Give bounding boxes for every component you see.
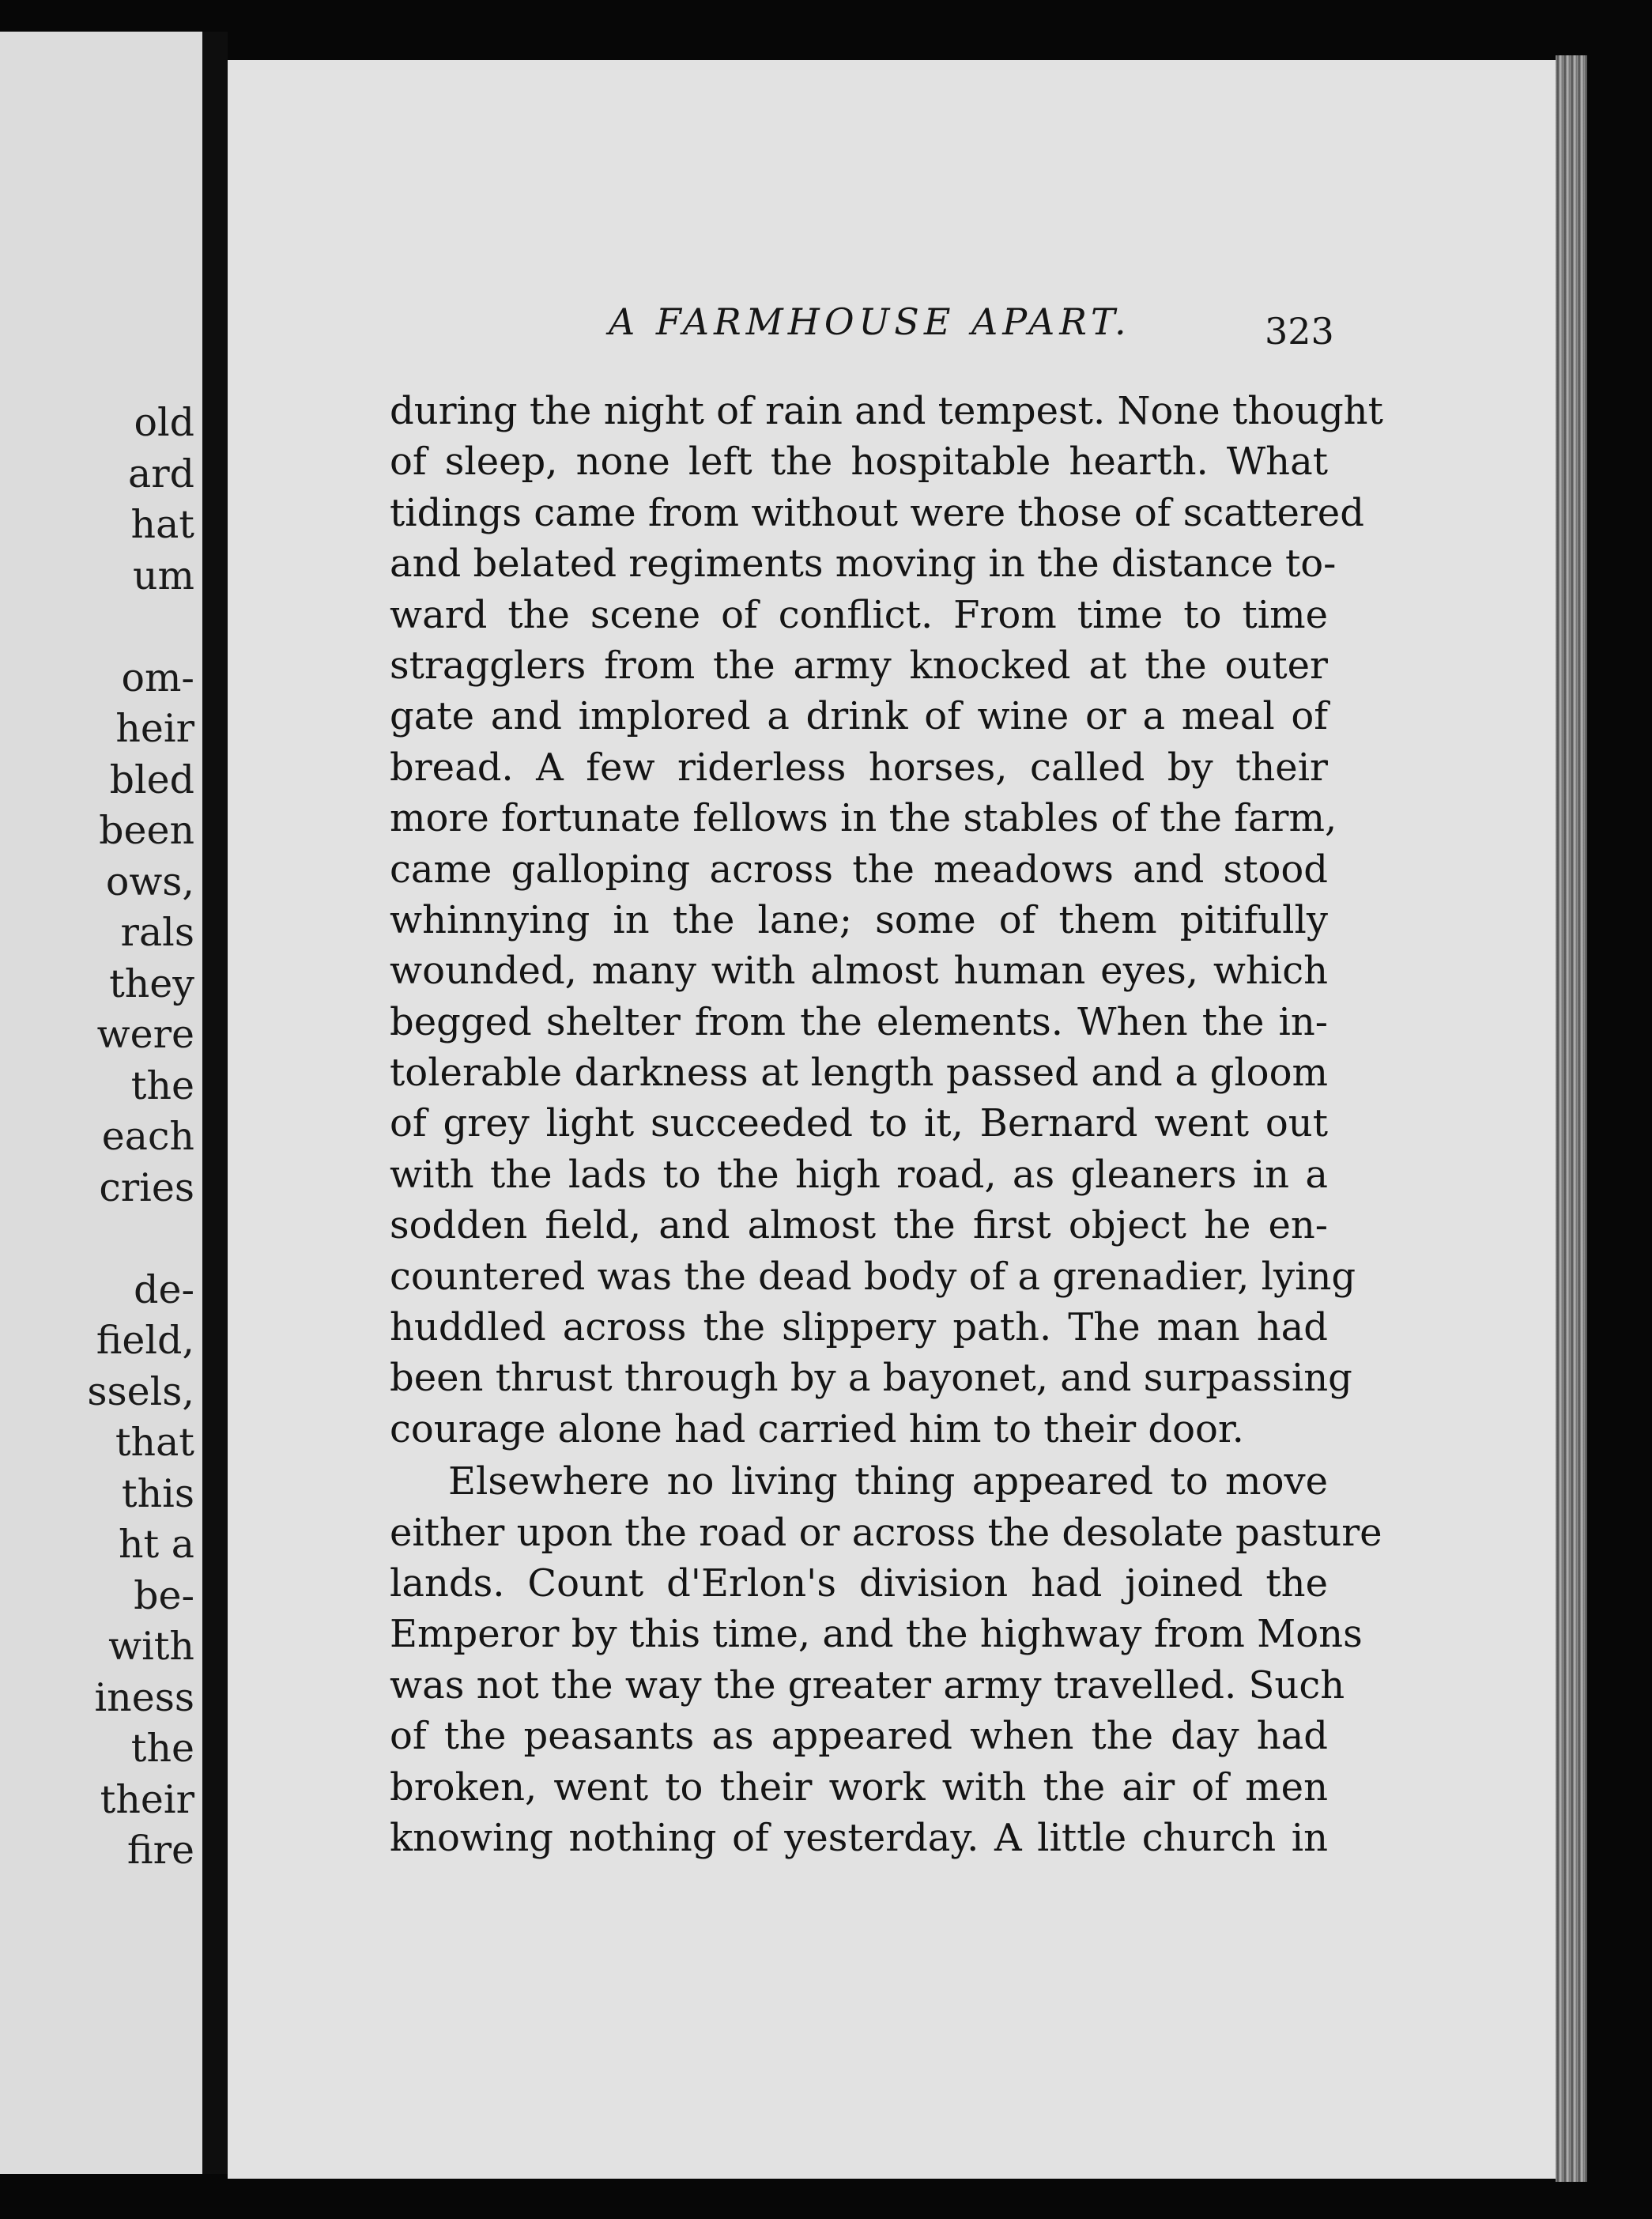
text-line: and belated regiments moving in the distance to- — [390, 542, 1337, 587]
text-line: Emperor by this time, and the highway from Mons — [390, 1612, 1363, 1657]
facing-line: heir — [115, 706, 194, 751]
text-line: been thrust through by a bayonet, and surpassing — [390, 1356, 1352, 1401]
text-line: of the peasants as appeared when the day had — [390, 1714, 1328, 1759]
text-line: huddled across the slippery path. The man had — [390, 1305, 1328, 1350]
facing-line: cries — [99, 1164, 194, 1210]
facing-line: been — [99, 808, 194, 853]
facing-line — [87, 1213, 194, 1265]
text-line: bread. A few riderless horses, called by their — [390, 745, 1328, 790]
facing-line: they — [109, 960, 194, 1006]
facing-line: ht a — [118, 1522, 194, 1567]
text-line: courage alone had carried him to their door. — [390, 1406, 1244, 1451]
text-line: gate and implored a drink of wine or a meal of — [390, 694, 1328, 739]
facing-line: um — [132, 553, 194, 598]
facing-line: de- — [134, 1266, 194, 1312]
text-line: lands. Count d'Erlon's division had joined the — [390, 1560, 1328, 1606]
facing-page-left — [0, 32, 202, 2174]
text-line: begged shelter from the elements. When the in- — [390, 999, 1328, 1044]
text-line: of grey light succeeded to it, Bernard went out — [390, 1101, 1328, 1146]
text-line: countered was the dead body of a grenadier, lying — [390, 1254, 1356, 1299]
text-line: during the night of rain and tempest. None thought — [390, 389, 1383, 433]
book-gutter — [202, 32, 228, 2174]
paragraph — [390, 386, 1383, 1455]
text-line: broken, went to their work with the air of men — [390, 1764, 1328, 1810]
text-line: with the lads to the high road, as gleaners in a — [390, 1152, 1328, 1197]
text-line: stragglers from the army knocked at the outer — [390, 643, 1328, 688]
text-line: knowing nothing of yesterday. A little church in — [390, 1815, 1328, 1860]
body-text — [390, 386, 1383, 1863]
page-edges — [1556, 55, 1587, 2182]
facing-line: their — [100, 1776, 194, 1822]
facing-line: this — [121, 1470, 194, 1516]
text-line: wounded, many with almost human eyes, which — [390, 949, 1328, 994]
facing-line: rals — [120, 910, 194, 955]
text-line: tolerable darkness at length passed and a gloom — [390, 1051, 1328, 1096]
facing-line: that — [115, 1420, 194, 1465]
facing-line: fire — [126, 1828, 194, 1873]
running-head: A FARMHOUSE APART. — [609, 300, 1131, 343]
facing-line: were — [96, 1012, 194, 1057]
facing-line: ows, — [105, 859, 194, 904]
text-line: either upon the road or across the desolate pasture — [390, 1510, 1382, 1555]
paragraph — [390, 1456, 1382, 1863]
facing-line: bled — [109, 757, 194, 802]
facing-line: om- — [121, 655, 194, 700]
facing-line: ard — [127, 451, 194, 496]
text-line: sodden field, and almost the first object he en- — [390, 1203, 1328, 1248]
text-line: tidings came from without were those of scattered — [390, 490, 1364, 535]
text-line: of sleep, none left the hospitable hearth. What — [390, 440, 1328, 485]
text-line: whinnying in the lane; some of them pitifully — [390, 897, 1328, 942]
facing-line: old — [134, 400, 194, 445]
text-line: ward the scene of conflict. From time to time — [390, 592, 1328, 637]
facing-line: hat — [130, 502, 194, 547]
facing-line: field, — [96, 1318, 194, 1363]
text-line: more fortunate fellows in the stables of the farm, — [390, 796, 1337, 841]
text-line: was not the way the greater army travelled. Such — [390, 1662, 1345, 1708]
page-number: 323 — [1265, 310, 1334, 353]
facing-line: ssels, — [87, 1368, 194, 1414]
facing-line: be- — [134, 1572, 194, 1618]
facing-line: each — [101, 1114, 194, 1159]
facing-line — [87, 602, 194, 653]
facing-line: the — [130, 1062, 194, 1108]
text-line: Elsewhere no living thing appeared to move — [448, 1459, 1328, 1504]
text-line: came galloping across the meadows and stood — [390, 847, 1328, 892]
facing-page-text — [87, 32, 194, 1877]
facing-line: the — [130, 1726, 194, 1771]
facing-line: with — [108, 1624, 194, 1669]
facing-line: iness — [94, 1674, 194, 1720]
